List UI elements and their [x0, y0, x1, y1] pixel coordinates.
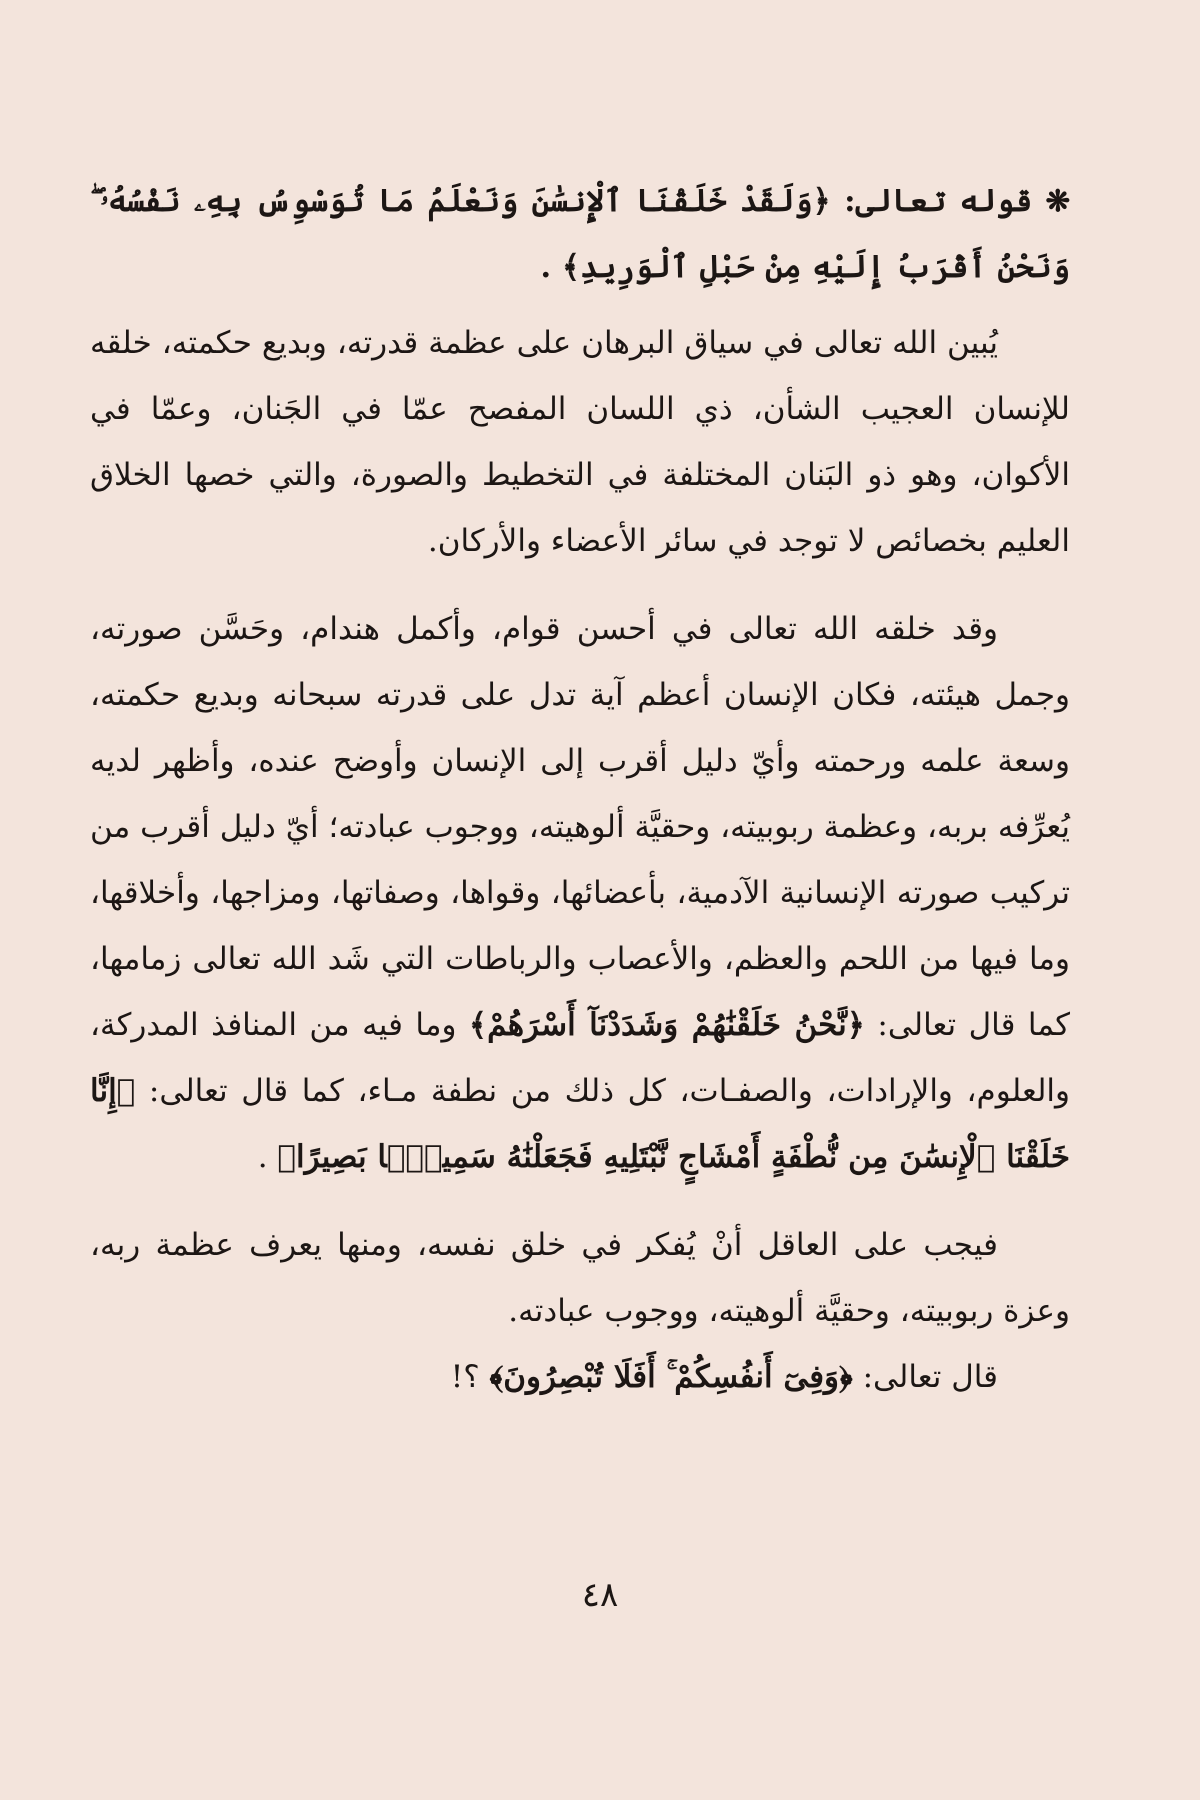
paragraph-4-intro: قال تعالى: — [852, 1359, 998, 1395]
paragraph-2-part-1: وقد خلقه الله تعالى في أحسن قوام، وأكمل هندام، وحَسَّن صورته، وجمل هيئته، فكان الإنسان أعظم آية تدل على قدرته سبحانه وبديع حكمته، وسعة علمه ورحمته وأيّ دليل أقرب إلى الإنسان وأوضح عنده، وأظهر لديه يُعرِّفه بربه، وعظمة ربوبيته، وحقيَّة ألوهيته، ووجوب عبادته؛ أيّ دليل أقرب من تركيب صورته الإنسانية الآدمية، بأعضائها، وقواها، وصفاتها، ومزاجها، وأخلاقها، وما فيها من اللحم والعظم، والأعصاب والرباطات التي شَد الله تعالى زمامها، كما قال تعالى: — [90, 611, 1071, 1043]
heading-quran-quote: ﴿وَلَقَدْ خَلَقْنَا ٱلْإِنسَٰنَ وَنَعْلَمُ مَا تُوَسْوِسُ بِهِۦ نَفْسُهُۥ ۖ وَنَحْنُ أَقْرَبُ إِلَيْهِ مِنْ حَبْلِ ٱلْوَرِيدِ﴾ — [90, 183, 1070, 285]
page-number: ٤٨ — [581, 1575, 619, 1615]
paragraph-2-end: . — [257, 1139, 268, 1175]
paragraph-2 — [90, 596, 1070, 1190]
paragraph-4 — [90, 1344, 1070, 1410]
paragraph-4-quran-quote: ﴿وَفِىٓ أَنفُسِكُمْ ۚ أَفَلَا تُبْصِرُونَ﴾ — [489, 1359, 853, 1395]
verse-heading — [90, 168, 1070, 300]
paragraph-2-part-2: وما فيه من المنافذ المدركة، والعلوم، والإرادات، والصفـات، كل ذلك من نطفة مـاء، كما قال تعالى: — [90, 1007, 1070, 1109]
paragraph-2-quran-quote-1: ﴿نَّحْنُ خَلَقْنَٰهُمْ وَشَدَدْنَآ أَسْرَهُمْ﴾ — [468, 1007, 865, 1043]
heading-end: . — [540, 249, 552, 285]
paragraph-2-quran-quote-2: ﴿إِنَّا خَلَقْنَا ٱلْإِنسَٰنَ مِن نُّطْفَةٍ أَمْشَاجٍ نَّبْتَلِيهِ فَجَعَلْنَٰهُ سَمِيعًۢا بَصِيرًا﴾ — [90, 1073, 1070, 1175]
heading-intro: قوله تعالى: — [830, 183, 1033, 219]
star-ornament: ❋ — [1045, 183, 1071, 219]
paragraph-3: فيجب على العاقل أنْ يُفكر في خلق نفسه، ومنها يعرف عظمة ربه، وعزة ربوبيته، وحقيَّة ألوهيته، ووجوب عبادته. — [90, 1227, 1070, 1329]
paragraph-4-end: ؟! — [450, 1359, 480, 1395]
paragraph-1: يُبين الله تعالى في سياق البرهان على عظمة قدرته، وبديع حكمته، خلقه للإنسان العجيب الشأن، ذي اللسان المفصح عمّا في الجَنان، وعمّا في الأكوان، وهو ذو البَنان المختلفة في التخطيط والصورة، والتي خصها الخلاق العليم بخصائص لا توجد في سائر الأعضاء والأركان. — [90, 325, 1070, 559]
